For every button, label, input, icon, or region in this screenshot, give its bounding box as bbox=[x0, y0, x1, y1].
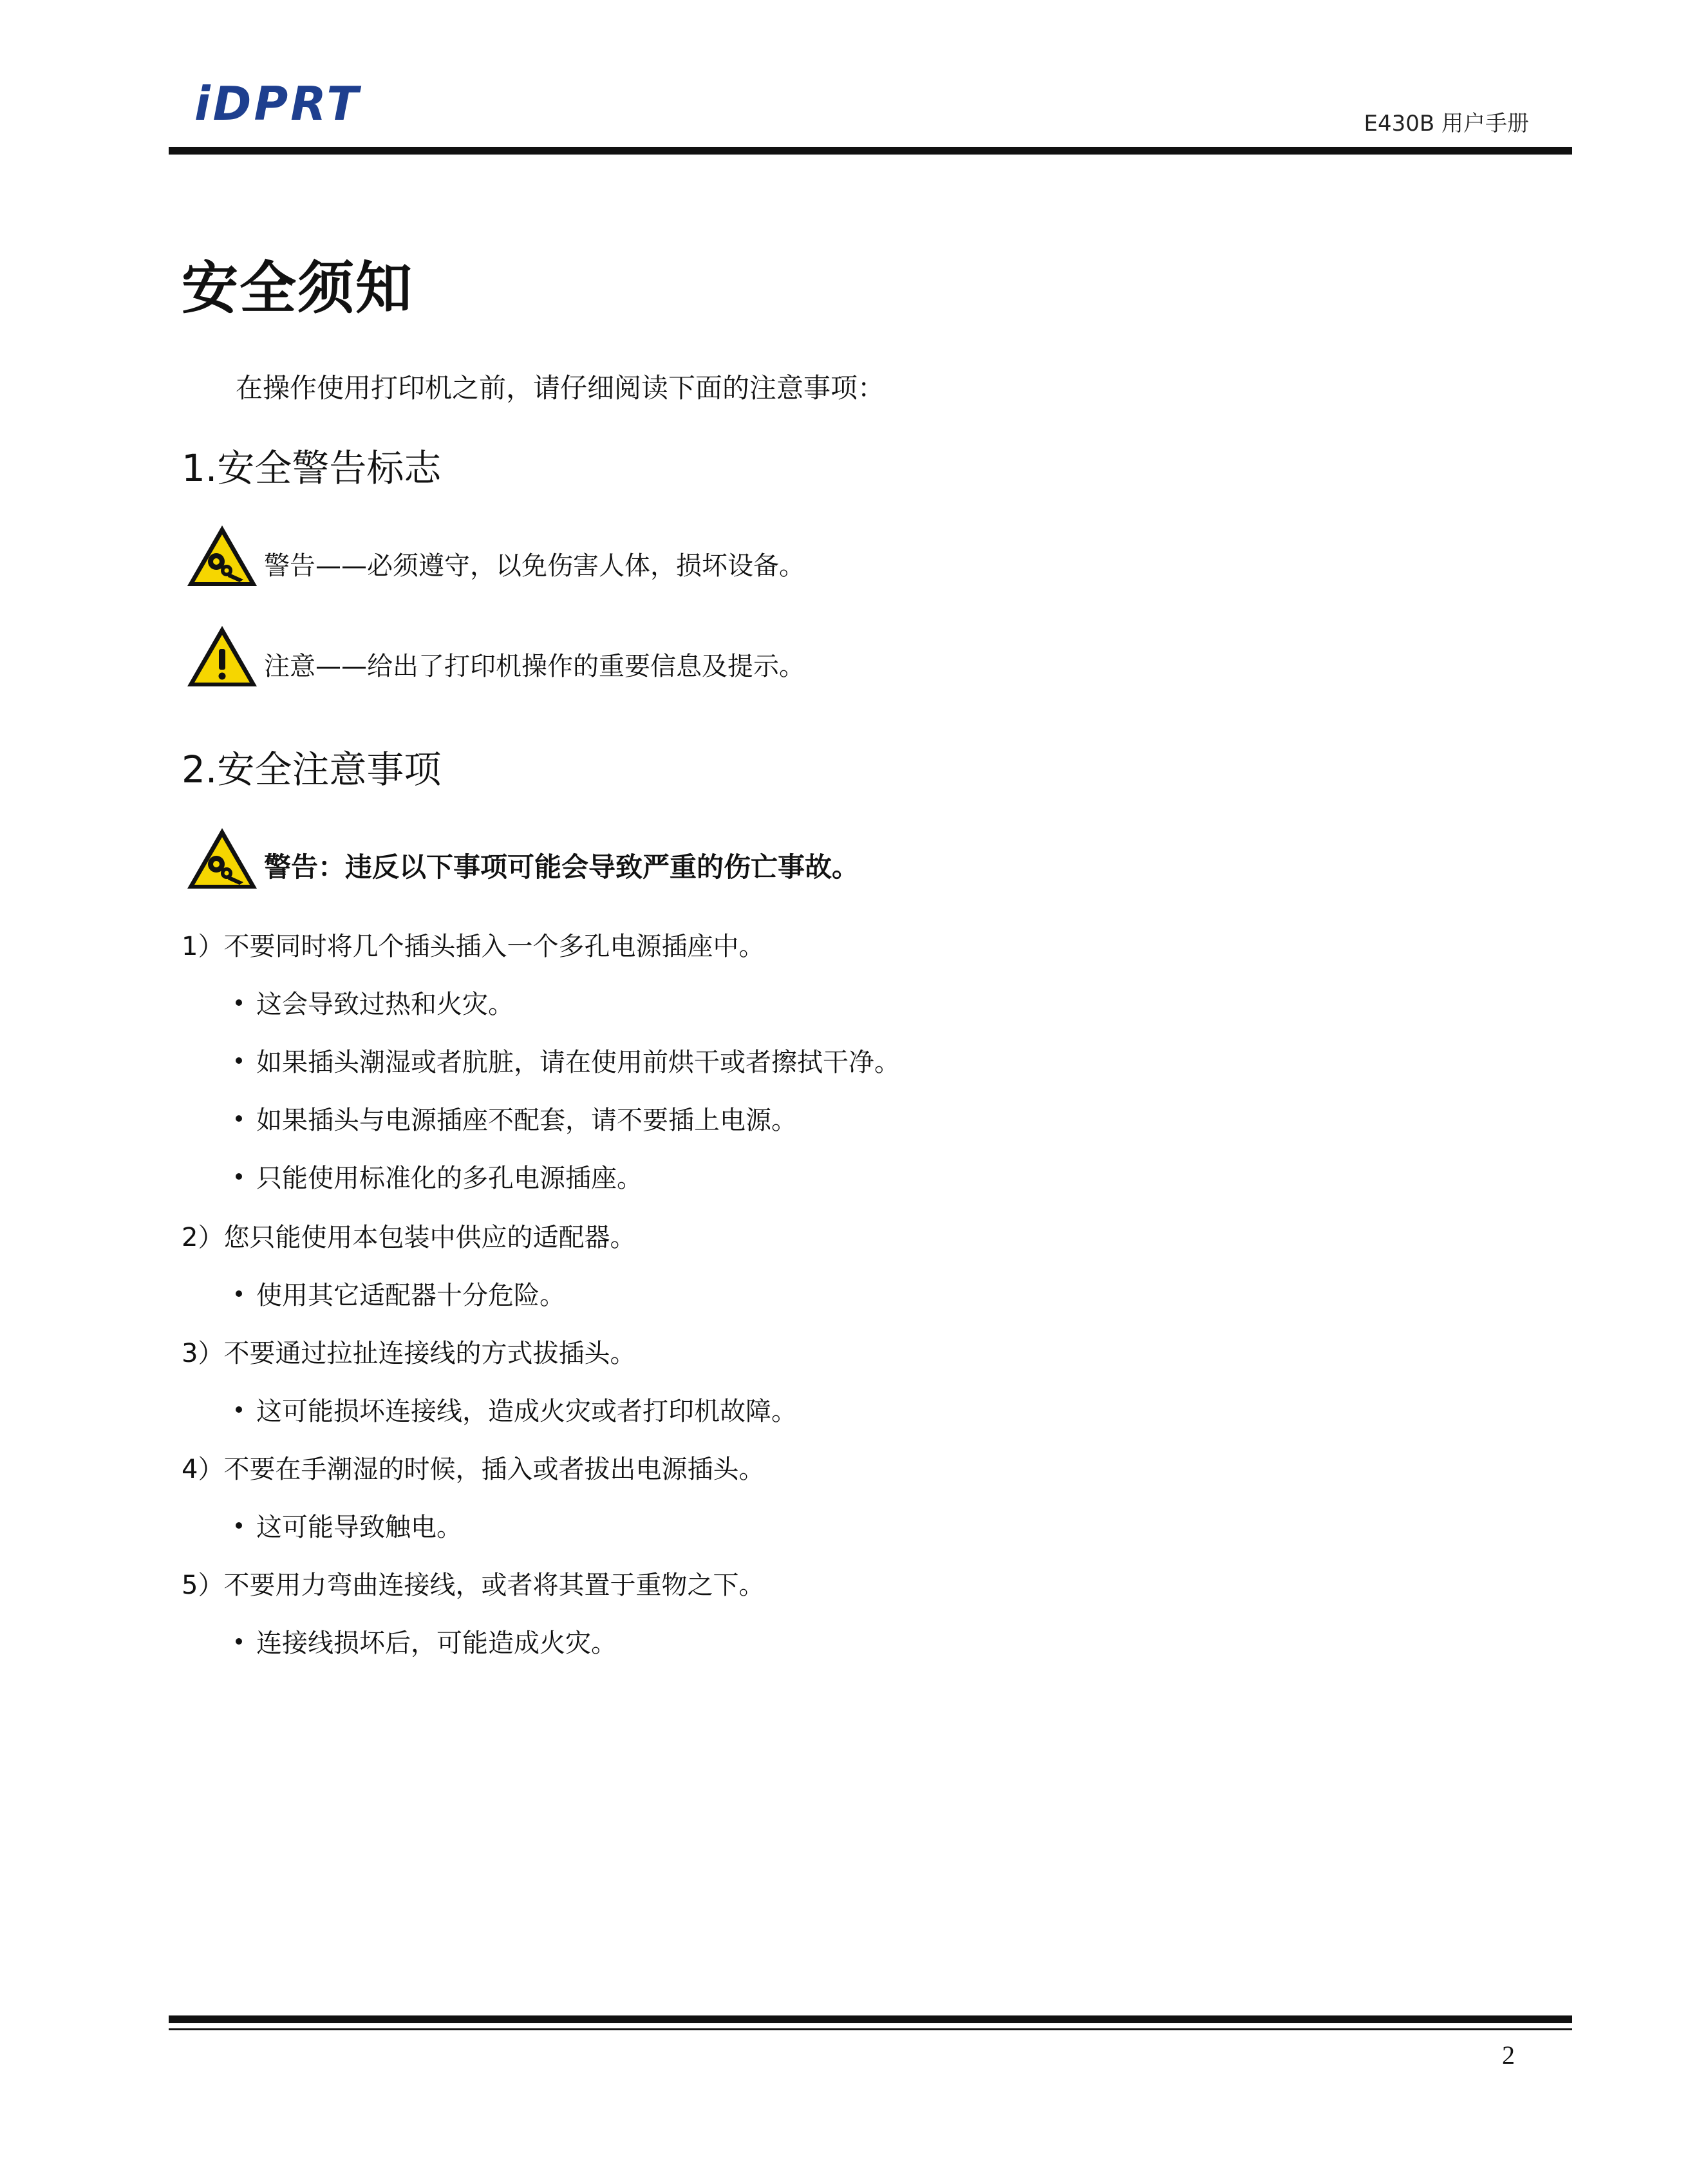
list-item: 5）不要用力弯曲连接线，或者将其置于重物之下。 bbox=[182, 1571, 765, 1600]
list-bullet bbox=[236, 1623, 617, 1659]
page-title: 安全须知 bbox=[182, 255, 414, 321]
list-bullet bbox=[236, 1391, 797, 1428]
bullet-dot bbox=[236, 1057, 242, 1064]
list-item: 2）您只能使用本包装中供应的适配器。 bbox=[182, 1223, 636, 1252]
bullet-text: 这可能导致触电。 bbox=[256, 1513, 462, 1542]
bullet-text: 使用其它适配器十分危险。 bbox=[256, 1281, 565, 1310]
page-number: 2 bbox=[1502, 2041, 1515, 2070]
bullet-text: 如果插头潮湿或者肮脏，请在使用前烘干或者擦拭干净。 bbox=[256, 1048, 900, 1077]
header-rule bbox=[169, 147, 1572, 155]
list-bullet bbox=[236, 1275, 565, 1312]
idprt-logo bbox=[194, 77, 361, 131]
bullet-dot bbox=[236, 1290, 242, 1297]
warning-sign-row bbox=[184, 522, 805, 591]
list-bullet bbox=[236, 1158, 643, 1194]
serious-warning-text: 警告：违反以下事项可能会导致严重的伤亡事故。 bbox=[264, 851, 859, 883]
exclamation-caution-icon bbox=[184, 622, 260, 692]
gear-hazard-warning-icon bbox=[184, 522, 260, 591]
footer-rule-thick bbox=[169, 2015, 1572, 2023]
caution-sign-row bbox=[184, 622, 805, 692]
bullet-dot bbox=[236, 1638, 242, 1645]
bullet-text: 只能使用标准化的多孔电源插座。 bbox=[256, 1164, 643, 1193]
bullet-text: 这可能损坏连接线，造成火灾或者打印机故障。 bbox=[256, 1397, 797, 1426]
bullet-dot bbox=[236, 999, 242, 1006]
bullet-text: 这会导致过热和火灾。 bbox=[256, 990, 514, 1019]
list-item: 4）不要在手潮湿的时候，插入或者拔出电源插头。 bbox=[182, 1455, 765, 1484]
list-bullet bbox=[236, 1100, 797, 1137]
bullet-dot bbox=[236, 1522, 242, 1529]
intro-text: 在操作使用打印机之前，请仔细阅读下面的注意事项： bbox=[236, 372, 885, 404]
bullet-text: 连接线损坏后，可能造成火灾。 bbox=[256, 1628, 617, 1658]
bullet-dot bbox=[236, 1173, 242, 1180]
logo-text: iDPRT bbox=[194, 77, 361, 131]
header-title: E430B 用户手册 bbox=[1364, 111, 1529, 137]
bullet-dot bbox=[236, 1406, 242, 1413]
list-bullet bbox=[236, 984, 514, 1021]
list-bullet bbox=[236, 1507, 462, 1543]
caution-sign-text: 注意——给出了打印机操作的重要信息及提示。 bbox=[264, 652, 805, 681]
bullet-text: 如果插头与电源插座不配套，请不要插上电源。 bbox=[256, 1106, 797, 1135]
section-heading-2: 2.安全注意事项 bbox=[182, 748, 442, 791]
serious-warning-row bbox=[184, 824, 859, 894]
gear-hazard-warning-icon bbox=[184, 824, 260, 894]
footer-rule-thin bbox=[169, 2028, 1572, 2030]
list-item: 3）不要通过拉扯连接线的方式拔插头。 bbox=[182, 1339, 636, 1368]
list-item: 1）不要同时将几个插头插入一个多孔电源插座中。 bbox=[182, 932, 765, 961]
warning-sign-text: 警告——必须遵守，以免伤害人体，损坏设备。 bbox=[264, 551, 805, 581]
list-bullet bbox=[236, 1042, 900, 1079]
bullet-dot bbox=[236, 1115, 242, 1122]
section-heading-1: 1.安全警告标志 bbox=[182, 446, 442, 490]
